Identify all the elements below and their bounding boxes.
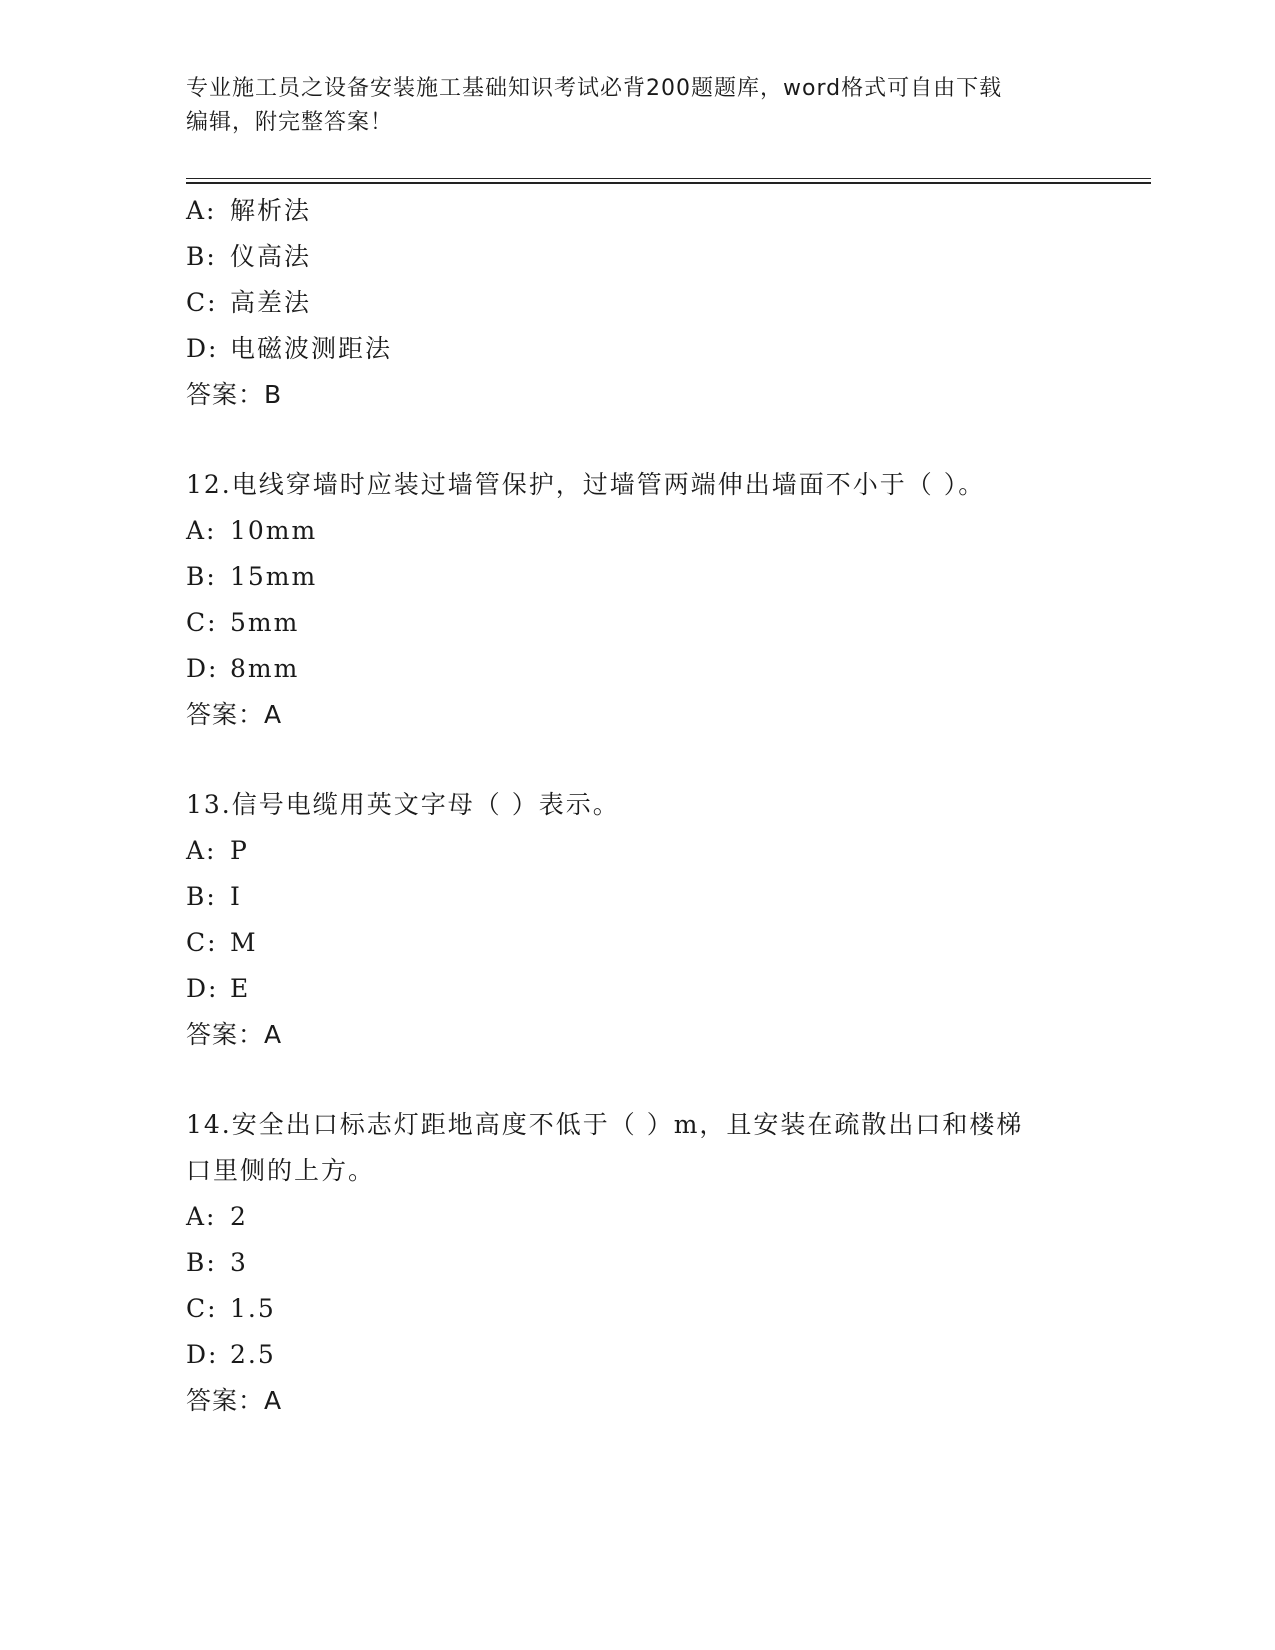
option-a: [186, 828, 1086, 874]
option-text: 2: [230, 1202, 248, 1231]
option-label: C:: [186, 928, 218, 957]
option-b: [186, 234, 1086, 280]
question-partial: [186, 188, 1086, 418]
option-b: [186, 554, 1086, 600]
option-label: B:: [186, 242, 217, 271]
option-label: D:: [186, 1340, 219, 1369]
option-label: B:: [186, 562, 217, 591]
option-label: C:: [186, 1294, 218, 1323]
question-13: [186, 782, 1086, 1058]
question-list: [186, 188, 1086, 1424]
option-label: B:: [186, 1248, 217, 1277]
header-divider-thin: [186, 178, 1151, 179]
question-stem-line-1: 14.安全出口标志灯距地高度不低于（ ）m，且安装在疏散出口和楼梯: [186, 1110, 1024, 1139]
option-text: E: [230, 974, 251, 1003]
option-text: 高差法: [230, 288, 312, 317]
answer-line: 答案：B: [186, 380, 283, 409]
option-d: [186, 1332, 1086, 1378]
option-d: [186, 326, 1086, 372]
option-label: C:: [186, 288, 218, 317]
option-label: C:: [186, 608, 218, 637]
option-d: [186, 646, 1086, 692]
option-label: A:: [186, 1202, 217, 1231]
option-a: [186, 188, 1086, 234]
option-label: D:: [186, 654, 219, 683]
option-d: [186, 966, 1086, 1012]
option-b: [186, 1240, 1086, 1286]
option-text: 5mm: [230, 608, 300, 637]
option-text: I: [230, 882, 242, 911]
option-label: A:: [186, 516, 217, 545]
answer-line: 答案：A: [186, 1020, 283, 1049]
answer-line: 答案：A: [186, 1386, 283, 1415]
option-a: [186, 1194, 1086, 1240]
answer-line: 答案：A: [186, 700, 283, 729]
option-b: [186, 874, 1086, 920]
option-c: [186, 1286, 1086, 1332]
header-divider-thick: [186, 182, 1151, 184]
option-text: 1.5: [230, 1294, 276, 1323]
header-line-2: 编辑，附完整答案！: [186, 110, 394, 135]
question-14: [186, 1102, 1086, 1424]
header-line-1: 专业施工员之设备安装施工基础知识考试必背200题题库，word格式可自由下载: [186, 76, 1003, 101]
option-text: 仪高法: [230, 242, 312, 271]
option-c: [186, 280, 1086, 326]
option-a: [186, 508, 1086, 554]
question-stem: 13.信号电缆用英文字母（ ）表示。: [186, 790, 620, 819]
option-text: M: [230, 928, 258, 957]
option-text: 2.5: [230, 1340, 276, 1369]
option-text: 10mm: [230, 516, 318, 545]
option-text: 8mm: [230, 654, 300, 683]
option-text: 电磁波测距法: [230, 334, 393, 363]
option-label: D:: [186, 974, 219, 1003]
option-text: 3: [230, 1248, 248, 1277]
option-label: D:: [186, 334, 219, 363]
option-text: 15mm: [230, 562, 318, 591]
option-text: P: [230, 836, 249, 865]
question-stem-line-2: 口里侧的上方。: [186, 1156, 376, 1185]
option-label: A:: [186, 196, 217, 225]
document-header: [186, 72, 1066, 140]
question-12: [186, 462, 1086, 738]
option-c: [186, 600, 1086, 646]
option-label: B:: [186, 882, 217, 911]
option-label: A:: [186, 836, 217, 865]
question-stem: 12.电线穿墙时应装过墙管保护，过墙管两端伸出墙面不小于（ ）。: [186, 470, 986, 499]
option-text: 解析法: [230, 196, 312, 225]
option-c: [186, 920, 1086, 966]
